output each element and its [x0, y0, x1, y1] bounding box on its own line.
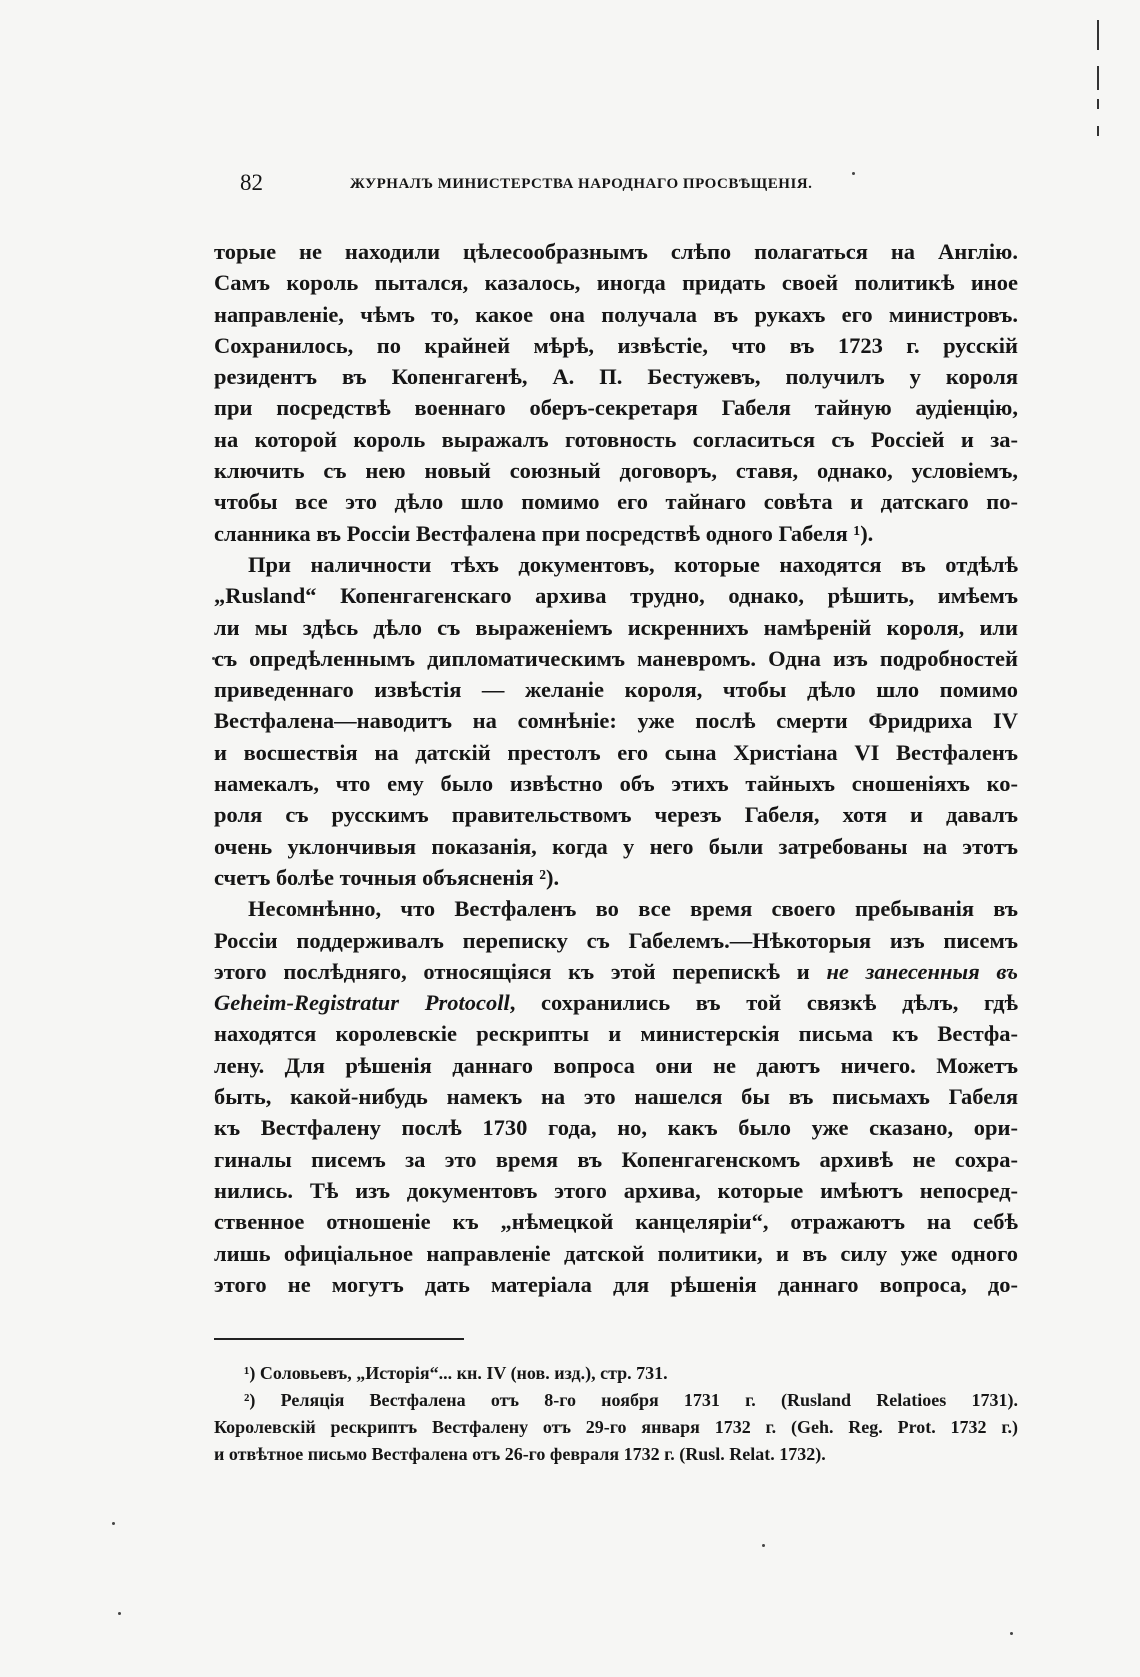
text-line: чтобы все это дѣло шло помимо его тайнаго совѣта и датскаго по-: [214, 489, 1018, 515]
scan-edge-mark: [1097, 66, 1099, 90]
text-line: сланника въ Россіи Вестфалена при посредствѣ одного Габеля ¹).: [214, 520, 874, 546]
footnote-2-cont: Королевскій рескриптъ Вестфалену отъ 29-го января 1732 г. (Geh. Reg. Prot. 1732 г.): [214, 1417, 1018, 1437]
text-line: Россіи поддерживалъ переписку съ Габелемъ.—Нѣкоторыя изъ писемъ: [214, 927, 1018, 953]
text-line: этого не могутъ дать матеріала для рѣшенія даннаго вопроса, до-: [214, 1271, 1018, 1297]
text-line: очень уклончивыя показанія, когда у него были затребованы на этотъ: [214, 833, 1018, 859]
scan-speck: [1010, 1632, 1013, 1635]
scan-speck: [118, 1612, 121, 1615]
text-line: къ Вестфалену послѣ 1730 года, но, какъ было уже сказано, ори-: [214, 1115, 1018, 1141]
footnote-rule: [214, 1338, 464, 1340]
text-line: находятся королевскіе рескрипты и министерскія письма къ Вестфа-: [214, 1021, 1018, 1047]
footnote-1: ¹) Соловьевъ, „Исторія“... кн. IV (нов. изд.), стр. 731.: [244, 1363, 668, 1383]
text-line: ключить съ нею новый союзный договоръ, ставя, однако, условіемъ,: [214, 458, 1018, 484]
text-line: направленіе, чѣмъ то, какое она получала въ рукахъ его министровъ.: [214, 301, 1018, 327]
footnotes: [214, 1360, 1018, 1468]
text-line: резидентъ въ Копенгагенѣ, А. П. Бестужевъ, получилъ у короля: [214, 364, 1018, 390]
text-fragment: , сохранились въ той связкѣ дѣлъ, гдѣ: [509, 990, 1018, 1016]
scan-speck: [762, 1544, 765, 1547]
scan-speck: [112, 1522, 115, 1525]
text-line: „Rusland“ Копенгагенскаго архива трудно, однако, рѣшить, имѣемъ: [214, 583, 1018, 609]
text-line: [214, 987, 1018, 1018]
text-line: намекалъ, что ему было извѣстно объ этихъ тайныхъ сношеніяхъ ко-: [214, 771, 1018, 797]
text-line: приведеннаго извѣстія — желаніе короля, чтобы дѣло шло помимо: [214, 677, 1018, 703]
text-line: торые не находили цѣлесообразнымъ слѣпо полагаться на Англію.: [214, 239, 1018, 264]
footnote-2: ²) Реляція Вестфалена отъ 8-го ноября 1731 г. (Rusland Relatioes 1731).: [244, 1390, 1018, 1410]
text-line: счетъ болѣе точныя объясненія ²).: [214, 864, 560, 890]
italic-fragment: Geheim-Registratur Protocoll: [214, 990, 510, 1016]
scan-edge-mark: [1097, 20, 1099, 50]
text-line: При наличности тѣхъ документовъ, которые находятся въ отдѣлѣ: [248, 551, 1018, 577]
footnote-2-end: и отвѣтное письмо Вестфалена отъ 26-го февраля 1732 г. (Rusl. Relat. 1732).: [214, 1444, 826, 1464]
text-line: лишь офиціальное направленіе датской политики, и въ силу уже одного: [214, 1240, 1018, 1266]
text-line: на которой король выражалъ готовность согласиться съ Россіей и за-: [214, 426, 1018, 452]
text-line: быть, какой-нибудь намекъ на это нашелся бы въ письмахъ Габеля: [214, 1084, 1018, 1110]
italic-fragment: не занесенныя въ: [826, 958, 1018, 984]
text-line: Самъ король пытался, казалось, иногда придать своей политикѣ иное: [214, 270, 1018, 296]
running-title: ЖУРНАЛЪ МИНИСТЕРСТВА НАРОДНАГО ПРОСВѢЩЕНІЯ.: [350, 176, 813, 192]
scan-edge-mark: [1097, 126, 1099, 136]
text-line: ственное отношеніе къ „нѣмецкой канцеляріи“, отражаютъ на себѣ: [214, 1209, 1018, 1235]
page-header: [240, 170, 910, 204]
text-line: и восшествія на датскій престолъ его сына Христіана VI Вестфаленъ: [214, 739, 1018, 765]
text-line: роля съ русскимъ правительствомъ черезъ Габеля, хотя и давалъ: [214, 802, 1018, 828]
text-line: ли мы здѣсь дѣло съ выраженіемъ искреннихъ намѣреній короля, или: [214, 614, 1018, 640]
scan-edge-mark: [1097, 99, 1099, 109]
body-text: [214, 236, 1018, 1300]
text-line: лену. Для рѣшенія даннаго вопроса они не даютъ ничего. Можетъ: [214, 1052, 1018, 1078]
text-line: съ опредѣленнымъ дипломатическимъ маневромъ. Одна изъ подробностей: [214, 645, 1018, 671]
text-line: [214, 956, 1018, 987]
page-number: 82: [240, 170, 263, 195]
text-fragment: этого послѣдняго, относящіяся къ этой перепискѣ и: [214, 958, 810, 984]
text-line: нились. Тѣ изъ документовъ этого архива, которые имѣютъ непосред-: [214, 1177, 1018, 1203]
text-line: при посредствѣ военнаго оберъ-секретаря Габеля тайную аудіенцію,: [214, 395, 1018, 421]
text-line: Сохранилось, по крайней мѣрѣ, извѣстіе, что въ 1723 г. русскій: [214, 332, 1018, 358]
text-line: Несомнѣнно, что Вестфаленъ во все время своего пребыванія въ: [248, 896, 1018, 922]
text-line: гиналы писемъ за это время въ Копенгагенскомъ архивѣ не сохра-: [214, 1146, 1018, 1172]
text-line: Вестфалена—наводитъ на сомнѣніе: уже послѣ смерти Фридриха IV: [214, 708, 1018, 734]
